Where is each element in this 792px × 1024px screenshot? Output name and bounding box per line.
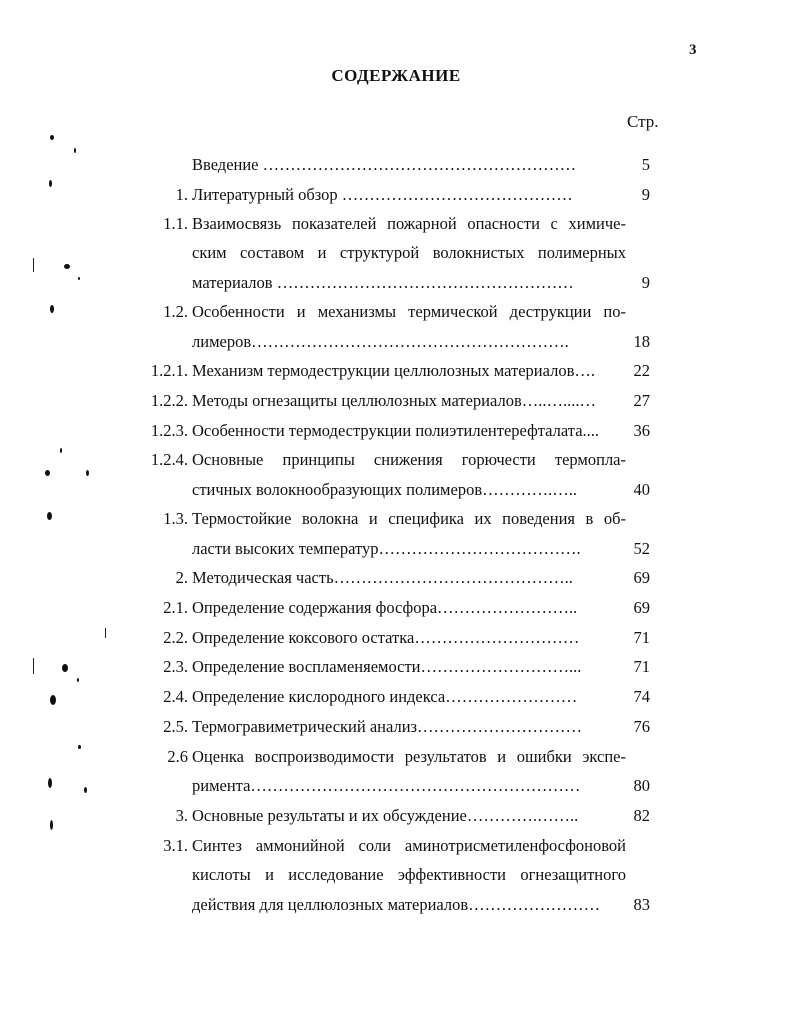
toc-entry-number: 2.3. [163,657,188,676]
toc-entry-title: Термостойкие волокна и специфика их поведения в об- [192,509,626,528]
toc-entry [0,506,792,532]
toc-entry-page: 36 [633,421,650,440]
toc-entry [0,211,792,237]
toc-entry-title: Определение коксового остатка………………………… [192,628,580,647]
toc-entry [0,803,792,829]
toc-entry-title: кислоты и исследование эффективности огнезащитного [192,865,626,884]
toc-entry-title: Введение ………………………………………………… [192,155,577,174]
toc-entry-title: Основные результаты и их обсуждение………….…….. [192,806,579,825]
toc-entry-page: 27 [633,391,650,410]
toc-entry-title: римента…………………………………………………… [192,776,581,795]
toc-entry [0,240,792,266]
toc-entry-title: Основные принципы снижения горючести термопла- [192,450,626,469]
toc-entry-title: действия для целлюлозных материалов…………………… [192,895,601,914]
toc-entry [0,744,792,770]
toc-entry [0,329,792,355]
toc-entry-title: лимеров…………………………………………………. [192,332,569,351]
toc-entry-title: Особенности термодеструкции полиэтилентерефталата.... [192,421,600,440]
toc-entry-title: ским составом и структурой волокнистых полимерных [192,243,626,262]
toc-entry-title: материалов ……………………………………………… [192,273,574,292]
toc-entry [0,684,792,710]
toc-entry-title: Механизм термодеструкции целлюлозных материалов…. [192,361,595,380]
toc-entry-number: 2.4. [163,687,188,706]
toc-entry-page: 71 [633,628,650,647]
toc-entry [0,862,792,888]
toc-entry [0,536,792,562]
toc-entry-page: 69 [633,568,650,587]
toc-entry [0,773,792,799]
toc-entry [0,388,792,414]
toc-entry-number: 1.1. [163,214,188,233]
toc-entry-title: Определение содержания фосфора…………………….. [192,598,578,617]
toc-entry [0,418,792,444]
toc-entry-page: 9 [641,273,650,292]
toc-entry-title: Особенности и механизмы термической деструкции по- [192,302,626,321]
toc-entry-page: 83 [633,895,650,914]
toc-entry-number: 2.1. [163,598,188,617]
toc-entry-title: Определение кислородного индекса…………………… [192,687,578,706]
toc-entry-page: 69 [633,598,650,617]
toc-entry-title: Методическая часть…………………………………….. [192,568,573,587]
toc-entry-number: 1.2.1. [150,361,188,380]
toc-entry-title: Методы огнезащиты целлюлозных материалов…..…....… [192,391,596,410]
toc-entry-page: 18 [633,332,650,351]
toc-entry [0,625,792,651]
toc-entry-title: Оценка воспроизводимости результатов и ошибки экспе- [192,747,626,766]
page-column-label: Стр. [627,112,659,131]
toc-entry-page: 52 [633,539,650,558]
toc-entry-page: 9 [641,185,650,204]
toc-entry-page: 80 [633,776,650,795]
toc-entry [0,714,792,740]
toc-entry-number: 1.2.3. [150,421,188,440]
toc-entry [0,447,792,473]
toc-entry-page: 5 [641,155,650,174]
toc-entry-number: 2.5. [163,717,188,736]
toc-entry-page: 22 [633,361,650,380]
toc-entry [0,892,792,918]
toc-entry-title: Взаимосвязь показателей пожарной опасности с химиче- [192,214,626,233]
toc-entry [0,270,792,296]
toc-entry-title: Термогравиметрический анализ………………………… [192,717,583,736]
toc-entry-page: 71 [633,657,650,676]
toc-entry-title: ласти высоких температур………………………………. [192,539,581,558]
toc-entry [0,299,792,325]
toc-entry [0,565,792,591]
toc-entry [0,182,792,208]
toc-entry-number: 1.2.2. [150,391,188,410]
page-number: 3 [689,42,697,58]
toc-entry-title: Литературный обзор …………………………………… [192,185,573,204]
toc-entry-number: 3.1. [163,836,188,855]
toc-entry [0,654,792,680]
toc-entry-page: 82 [633,806,650,825]
toc-entry-number: 2.6 [167,747,188,766]
toc-entry-number: 1.2. [163,302,188,321]
toc-entry-page: 76 [633,717,650,736]
toc-entry [0,477,792,503]
toc-entry-title: стичных волокнообразующих полимеров………….….. [192,480,577,499]
toc-entry-number: 2. [175,568,188,587]
toc-entry-number: 1.2.4. [150,450,188,469]
toc-entry-number: 1. [175,185,188,204]
toc-entry [0,358,792,384]
toc-entry-page: 40 [633,480,650,499]
toc-entry [0,595,792,621]
toc-entry-title: Синтез аммонийной соли аминотрисметиленфосфоновой [192,836,626,855]
page-title: СОДЕРЖАНИЕ [331,66,461,85]
toc-entry-page: 74 [633,687,650,706]
toc-entry [0,833,792,859]
toc-entry-number: 3. [175,806,188,825]
toc-entry-number: 1.3. [163,509,188,528]
toc-entry [0,152,792,178]
toc-entry-title: Определение воспламеняемости………………………... [192,657,582,676]
toc-entry-number: 2.2. [163,628,188,647]
